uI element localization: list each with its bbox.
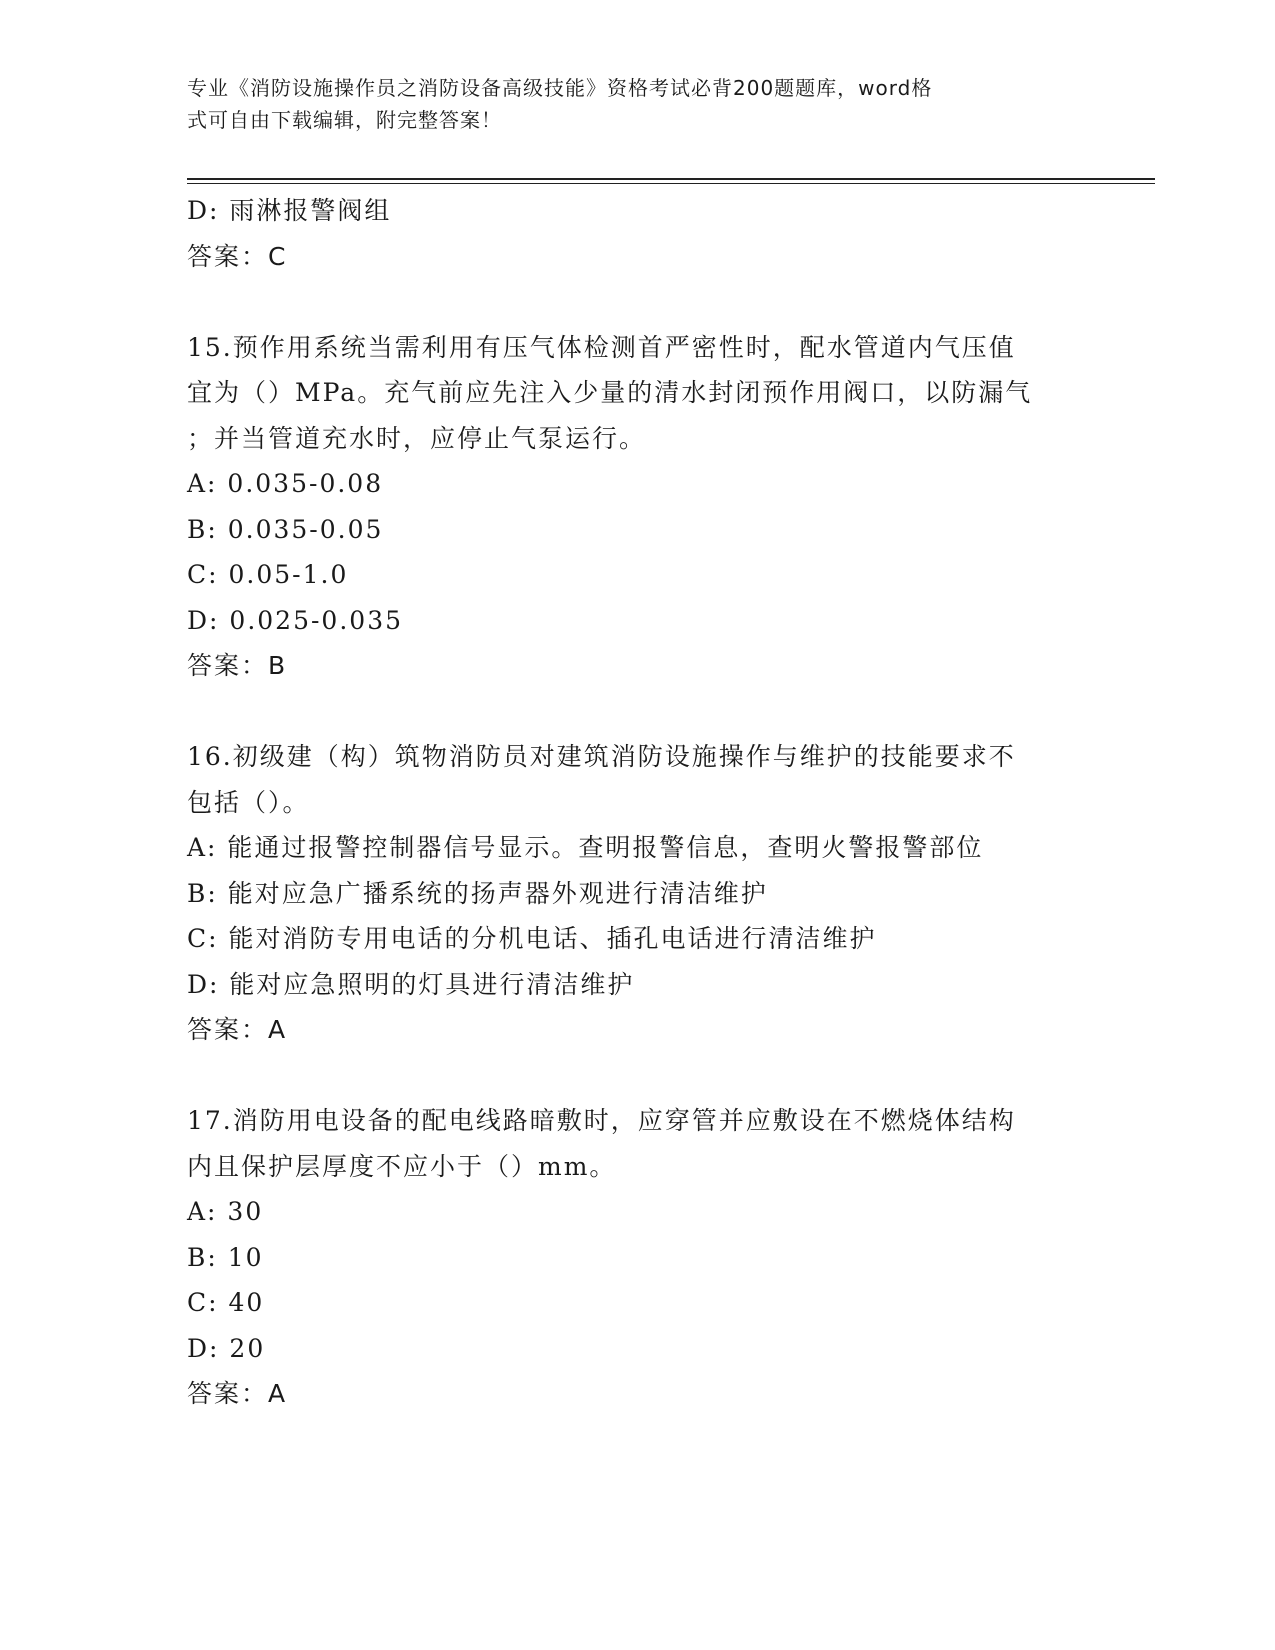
question-stem: 宜为（）MPa。充气前应先注入少量的清水封闭预作用阀口，以防漏气	[187, 378, 1033, 407]
spacer	[187, 279, 1087, 325]
question-stem: 15.预作用系统当需利用有压气体检测首严密性时，配水管道内气压值	[187, 332, 1016, 362]
answer-line: 答案：B	[187, 651, 288, 680]
spacer	[187, 689, 1087, 735]
answer-line: 答案：C	[187, 241, 288, 271]
question-stem: 16.初级建（构）筑物消防员对建筑消防设施操作与维护的技能要求不	[187, 742, 1016, 771]
question-stem: 17.消防用电设备的配电线路暗敷时，应穿管并应敷设在不燃烧体结构	[187, 1106, 1016, 1135]
previous-question-tail	[187, 188, 1087, 279]
option-c: C: 0.05-1.0	[187, 560, 349, 589]
spacer	[187, 1053, 1087, 1099]
option-a: A: 30	[187, 1197, 264, 1226]
option-b: B: 10	[187, 1242, 264, 1272]
question-stem: 内且保护层厚度不应小于（）mm。	[187, 1151, 617, 1181]
header-line-1: 专业《消防设施操作员之消防设备高级技能》资格考试必背200题题库，word格	[187, 76, 933, 100]
option-d: D: 能对应急照明的灯具进行清洁维护	[187, 969, 635, 999]
option-a: A: 0.035-0.08	[187, 469, 384, 498]
header-line-2: 式可自由下载编辑，附完整答案！	[187, 108, 502, 132]
option-d: D: 0.025-0.035	[187, 605, 404, 635]
question-17	[187, 1098, 1087, 1417]
question-stem: 包括（）。	[187, 787, 310, 817]
document-body	[187, 188, 1087, 1417]
option-b: B: 0.035-0.05	[187, 514, 384, 544]
option-b: B: 能对应急广播系统的扬声器外观进行清洁维护	[187, 878, 768, 908]
question-15	[187, 325, 1087, 689]
option-d: D: 雨淋报警阀组	[187, 196, 392, 225]
page-header	[187, 72, 1067, 136]
answer-line: 答案：A	[187, 1379, 288, 1408]
question-stem: ；并当管道充水时，应停止气泵运行。	[187, 423, 647, 453]
option-d: D: 20	[187, 1333, 266, 1363]
header-rule-thin	[187, 183, 1155, 184]
header-rule-thick	[187, 178, 1155, 180]
answer-line: 答案：A	[187, 1015, 288, 1044]
question-16	[187, 734, 1087, 1053]
option-c: C: 40	[187, 1288, 265, 1317]
option-a: A: 能通过报警控制器信号显示。查明报警信息，查明火警报警部位	[187, 833, 984, 862]
option-c: C: 能对消防专用电话的分机电话、插孔电话进行清洁维护	[187, 924, 877, 953]
